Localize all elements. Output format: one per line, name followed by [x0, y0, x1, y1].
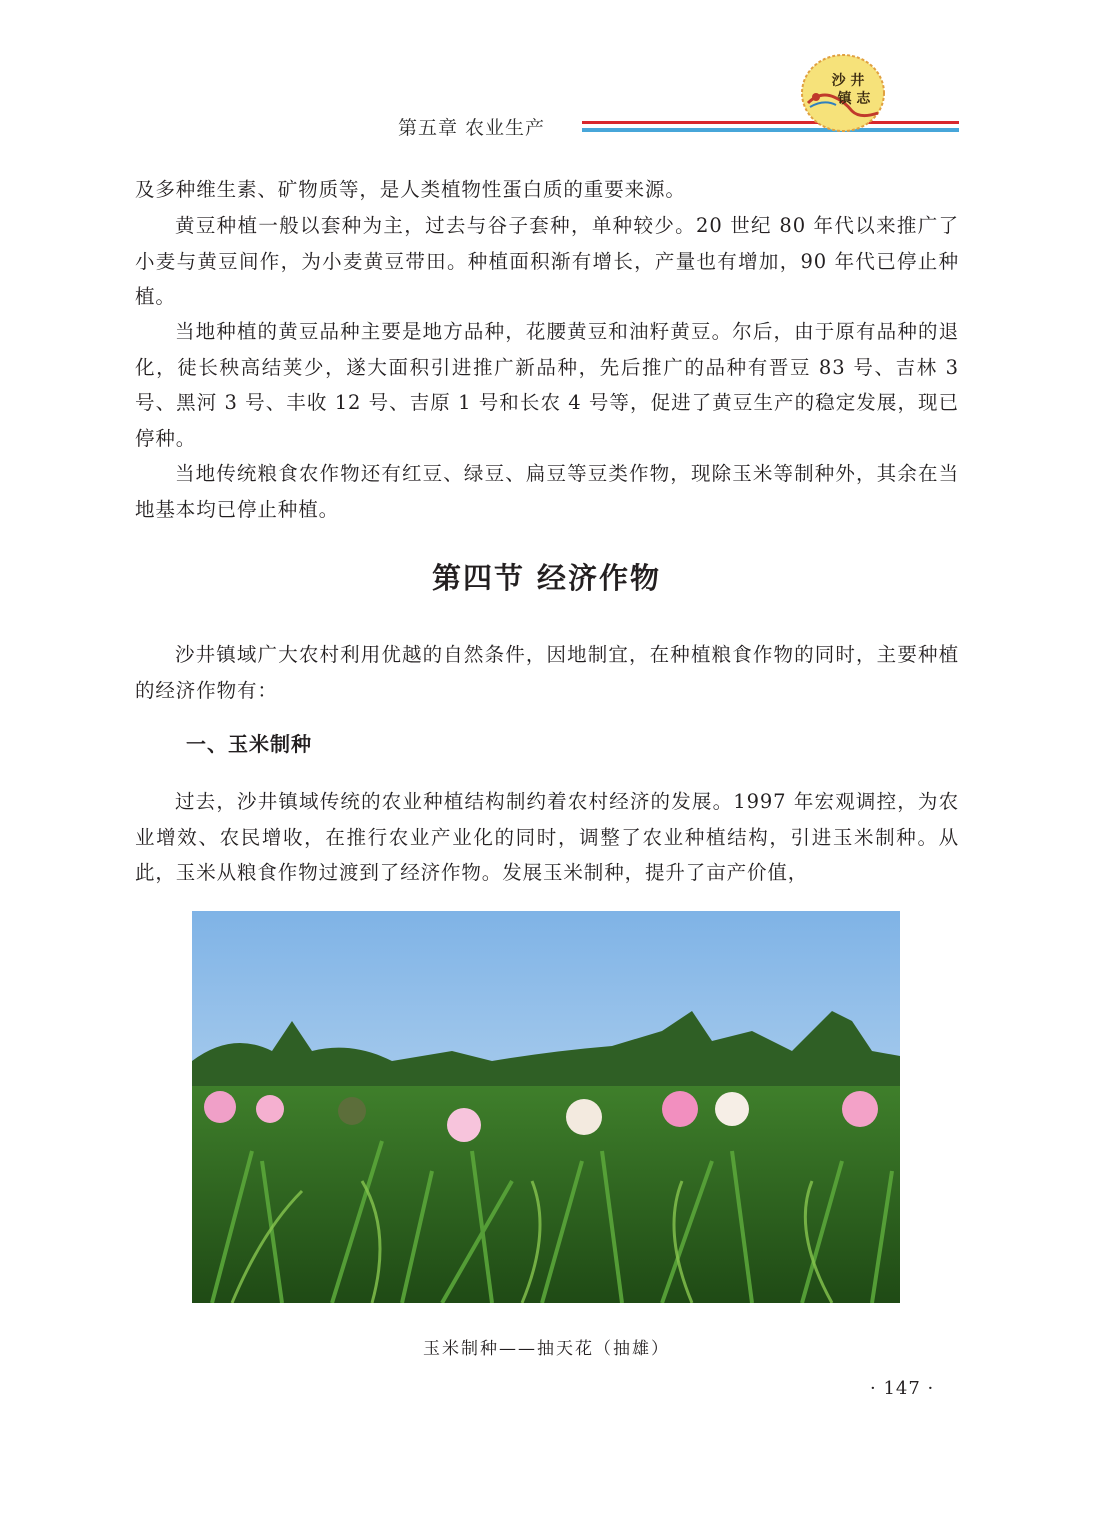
- page-number: · 147 ·: [870, 1378, 935, 1399]
- paragraph-1: 及多种维生素、矿物质等，是人类植物性蛋白质的重要来源。: [135, 178, 686, 201]
- paragraph-4: 当地传统粮食农作物还有红豆、绿豆、扁豆等豆类作物，现除玉米等制种外，其余在当地基本均已停止种植。: [135, 462, 959, 521]
- subsection-title: 一、玉米制种: [186, 732, 312, 756]
- paragraph-5: 沙井镇域广大农村利用优越的自然条件，因地制宜，在种植粮食作物的同时，主要种植的经济作物有：: [135, 643, 959, 702]
- paragraph-3: 当地种植的黄豆品种主要是地方品种，花腰黄豆和油籽黄豆。尔后，由于原有品种的退化，徒长秧高结荚少，遂大面积引进推广新品种，先后推广的品种有晋豆 83 号、吉林 3 号、黑河 3 号、丰收 12 号、吉原 1 号和长农 4 号等，促进了黄豆生产的稳定发展，现已停种。: [135, 320, 959, 450]
- photo-caption: 玉米制种——抽天花（抽雄）: [423, 1339, 670, 1359]
- svg-text:沙 井: 沙 井: [831, 73, 865, 89]
- chapter-header: 第五章 农业生产: [398, 117, 546, 139]
- header-rule-blue: [582, 128, 959, 132]
- header-rule-red: [582, 121, 959, 124]
- book-seal-logo: [800, 53, 886, 133]
- cornfield-photo: [192, 911, 900, 1303]
- svg-text:镇 志: 镇 志: [837, 91, 871, 107]
- section-title: 第四节 经济作物: [431, 561, 662, 595]
- paragraph-2: 黄豆种植一般以套种为主，过去与谷子套种，单种较少。20 世纪 80 年代以来推广了小麦与黄豆间作，为小麦黄豆带田。种植面积渐有增长，产量也有增加，90 年代已停止种植。: [135, 214, 959, 309]
- paragraph-6: 过去，沙井镇域传统的农业种植结构制约着农村经济的发展。1997 年宏观调控，为农业增效、农民增收，在推行农业产业化的同时，调整了农业种植结构，引进玉米制种。从此，玉米从粮食作物过渡到了经济作物。发展玉米制种，提升了亩产价值，: [135, 790, 959, 885]
